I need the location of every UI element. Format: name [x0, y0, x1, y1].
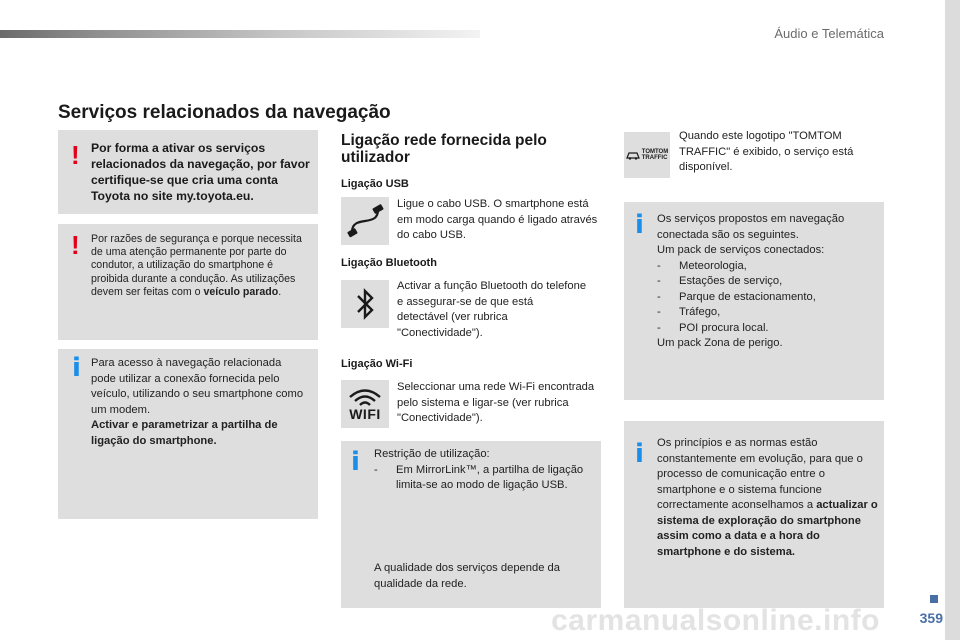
service-item: Estações de serviço, [679, 275, 783, 287]
norms-text [657, 436, 879, 560]
bluetooth-text: Activar a função Bluetooth do telefone e assegurar-se de que está detectável (ver rubrica "Conectividade"). [397, 280, 587, 339]
section-title-network: Ligação rede fornecida pelo utilizador [341, 132, 547, 166]
norms-body: Os princípios e as normas estão constantemente em evolução, para que o processo de comunicação entre o smartphone e o sistema funcione correctamente aconselhamos a [657, 437, 863, 511]
page-marker [930, 595, 938, 603]
section-header: Áudio e Telemática [774, 26, 884, 41]
wifi-label: WIFI [349, 406, 381, 422]
service-item: Tráfego, [679, 306, 721, 318]
list-item [657, 305, 879, 321]
warning-safety-emphasis: veículo parado [203, 285, 279, 298]
services-pack: Um pack de serviços conectados: [657, 244, 825, 256]
header-gradient-bar [0, 30, 480, 38]
services-text [657, 212, 879, 352]
list-dash: - [657, 321, 661, 334]
info-box-modem [58, 349, 318, 519]
info-modem-emphasis: Activar e parametrizar a partilha de ligação do smartphone. [91, 419, 278, 447]
info-icon: i [635, 210, 644, 240]
info-box-services [624, 202, 884, 400]
info-box-norms [624, 421, 884, 608]
warning-icon: ! [71, 230, 80, 260]
info-icon: i [635, 439, 644, 469]
list-dash: - [657, 275, 661, 287]
tomtom-traffic-icon [624, 132, 670, 178]
services-zone: Um pack Zona de perigo. [657, 337, 783, 349]
service-item: Meteorologia, [679, 259, 747, 272]
page-title: Serviços relacionados da navegação [58, 102, 391, 123]
wifi-icon [341, 380, 389, 428]
list-dash: - [657, 259, 661, 272]
info-box-restriction [341, 441, 601, 608]
usb-cable-icon [341, 197, 389, 245]
info-icon: i [351, 447, 360, 477]
service-item: Parque de estacionamento, [679, 290, 816, 303]
tomtom-text: Quando este logotipo "TOMTOM TRAFFIC" é exibido, o serviço está disponível. [679, 130, 854, 173]
restriction-item: Em MirrorLink™, a partilha de ligação limita-se ao modo de ligação USB. [396, 463, 584, 491]
page-number: 359 [919, 610, 943, 626]
warning-icon: ! [71, 140, 80, 170]
bluetooth-icon [341, 280, 389, 328]
usb-text: Ligue o cabo USB. O smartphone está em modo carga quando é ligado através do cabo USB. [397, 198, 598, 241]
list-item [657, 274, 879, 290]
wifi-heading: Ligação Wi-Fi [341, 358, 413, 370]
warning-account-text: Por forma a ativar os serviços relacionados da navegação, por favor certifique-se que cria uma conta Toyota no site my.toyota.eu. [91, 141, 310, 203]
watermark: carmanualsonline.info [551, 604, 880, 637]
info-icon: i [72, 353, 81, 383]
warning-box-safety [58, 224, 318, 340]
services-intro: Os serviços propostos em navegação conectada são os seguintes. [657, 213, 845, 241]
usb-heading: Ligação USB [341, 178, 409, 190]
quality-text: A qualidade dos serviços depende da qualidade da rede. [374, 562, 560, 590]
tomtom-label: TOMTOM [641, 148, 669, 155]
wifi-text: Seleccionar uma rede Wi-Fi encontrada pelo sistema e ligar-se (ver rubrica "Conectividade"). [397, 381, 595, 424]
norms-emphasis: actualizar o sistema de exploração do smartphone assim como a data e a hora do smartphone e do sistema. [657, 499, 878, 558]
restriction-title: Restrição de utilização: [374, 448, 490, 460]
traffic-label: TRAFFIC [641, 155, 668, 161]
info-modem-text [91, 356, 306, 449]
warning-safety-end: . [278, 285, 282, 298]
restriction-text [374, 447, 599, 494]
list-item [657, 259, 879, 275]
list-item [374, 463, 599, 494]
warning-safety-text [91, 233, 313, 299]
page-edge-strip [945, 0, 960, 640]
list-item [657, 321, 879, 337]
bluetooth-heading: Ligação Bluetooth [341, 257, 437, 269]
list-dash: - [374, 463, 378, 476]
warning-safety-body: Por razões de segurança e porque necessita de uma atenção permanente por parte do condutor, a utilização do smartphone é proibida durante a condução. As utilizações devem ser feitas com o [91, 233, 302, 298]
list-dash: - [657, 306, 661, 318]
list-dash: - [657, 290, 661, 303]
warning-box-account [58, 130, 318, 214]
info-modem-body: Para acesso à navegação relacionada pode utilizar a conexão fornecida pelo veículo, utilizando o seu smartphone como um modem. [91, 357, 304, 416]
list-item [657, 290, 879, 306]
service-item: POI procura local. [679, 321, 769, 334]
